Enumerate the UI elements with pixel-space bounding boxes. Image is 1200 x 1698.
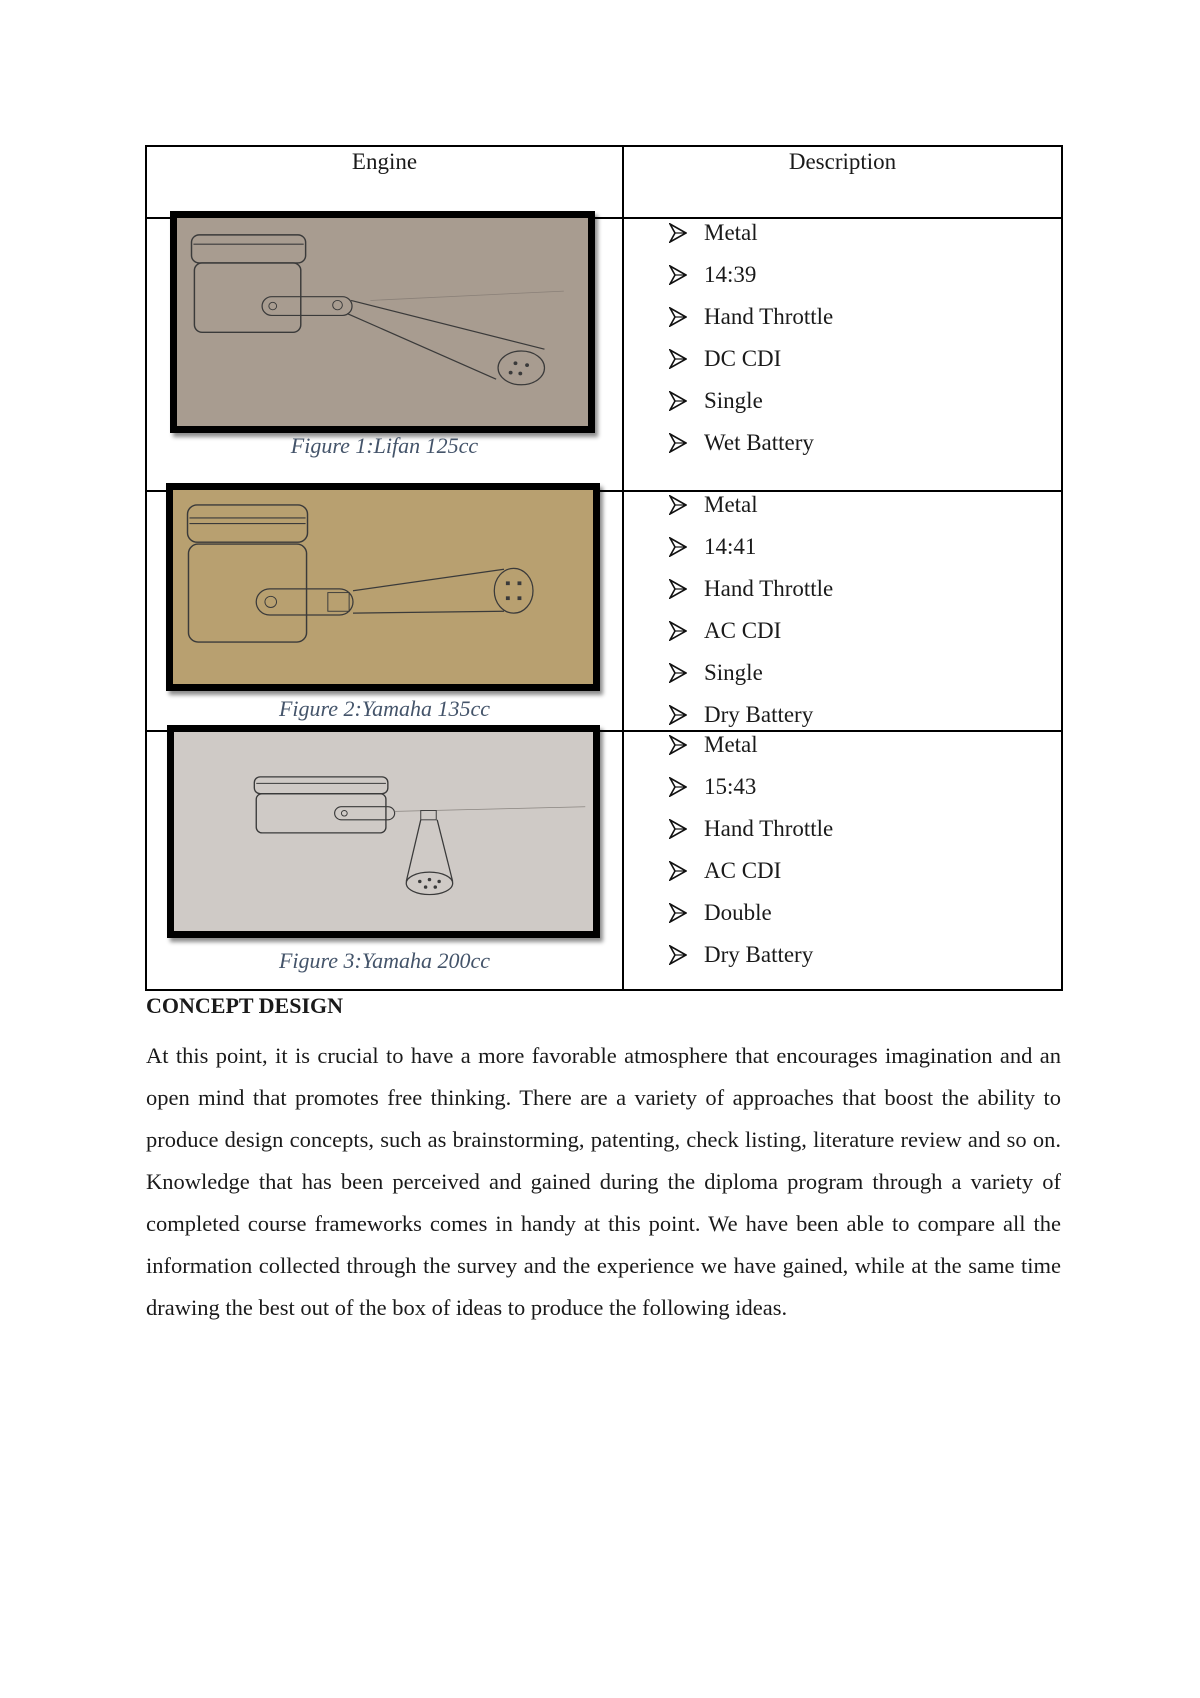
list-item: Dry Battery (669, 942, 833, 984)
arrowhead-bullet-icon (669, 388, 704, 417)
engine-sketch-1 (177, 218, 588, 426)
arrowhead-bullet-icon (669, 430, 704, 459)
list-item: DC CDI (669, 346, 833, 388)
list-item: Dry Battery (669, 702, 833, 744)
list-item: AC CDI (669, 858, 833, 900)
arrowhead-bullet-icon (669, 702, 704, 731)
engine-sketch-photo-1 (170, 211, 595, 433)
list-item: 15:43 (669, 774, 833, 816)
engine-table (145, 145, 1063, 991)
column-divider (622, 147, 624, 989)
body-paragraph: At this point, it is crucial to have a more favorable atmosphere that encourages imagination and an open mind that promotes free thinking. There are a variety of approaches that boost the ability to produce design concepts, such as brainstorming, patenting, check listing, literature review and so on. Knowledge that has been perceived and gained during the diploma program through a variety of completed course frameworks comes in handy at this point. We have been able to compare all the information collected through the survey and the experience we have gained, while at the same time drawing the best out of the box of ideas to produce the following ideas. (146, 1043, 1061, 1320)
header-engine: Engine (351, 149, 418, 174)
arrowhead-bullet-icon (669, 262, 704, 291)
arrowhead-bullet-icon (669, 942, 704, 971)
spec-list-3 (669, 732, 833, 984)
figure-caption-2: Figure 2:Yamaha 135cc (278, 696, 491, 721)
arrowhead-bullet-icon (669, 774, 704, 803)
arrowhead-bullet-icon (669, 618, 704, 647)
engine-sketch-2 (173, 490, 593, 684)
header-description: Description (788, 149, 897, 174)
arrowhead-bullet-icon (669, 346, 704, 375)
arrowhead-bullet-icon (669, 220, 704, 249)
arrowhead-bullet-icon (669, 816, 704, 845)
engine-sketch-photo-2 (166, 483, 600, 691)
list-item: Metal (669, 732, 833, 774)
arrowhead-bullet-icon (669, 492, 704, 521)
section-heading: CONCEPT DESIGN (146, 993, 344, 1018)
figure-caption-1: Figure 1:Lifan 125cc (290, 433, 479, 458)
arrowhead-bullet-icon (669, 900, 704, 929)
list-item: Single (669, 388, 833, 430)
list-item: Hand Throttle (669, 576, 833, 618)
list-item: 14:39 (669, 262, 833, 304)
arrowhead-bullet-icon (669, 304, 704, 333)
arrowhead-bullet-icon (669, 534, 704, 563)
list-item: Metal (669, 492, 833, 534)
arrowhead-bullet-icon (669, 858, 704, 887)
list-item: Wet Battery (669, 430, 833, 472)
list-item: Single (669, 660, 833, 702)
list-item: Hand Throttle (669, 304, 833, 346)
engine-sketch-3 (174, 732, 593, 931)
engine-sketch-photo-3 (167, 725, 600, 938)
arrowhead-bullet-icon (669, 732, 704, 761)
arrowhead-bullet-icon (669, 576, 704, 605)
figure-caption-3: Figure 3:Yamaha 200cc (278, 948, 491, 973)
list-item: Hand Throttle (669, 816, 833, 858)
list-item: AC CDI (669, 618, 833, 660)
list-item: Double (669, 900, 833, 942)
list-item: Metal (669, 220, 833, 262)
arrowhead-bullet-icon (669, 660, 704, 689)
spec-list-1 (669, 220, 833, 472)
spec-list-2 (669, 492, 833, 744)
list-item: 14:41 (669, 534, 833, 576)
